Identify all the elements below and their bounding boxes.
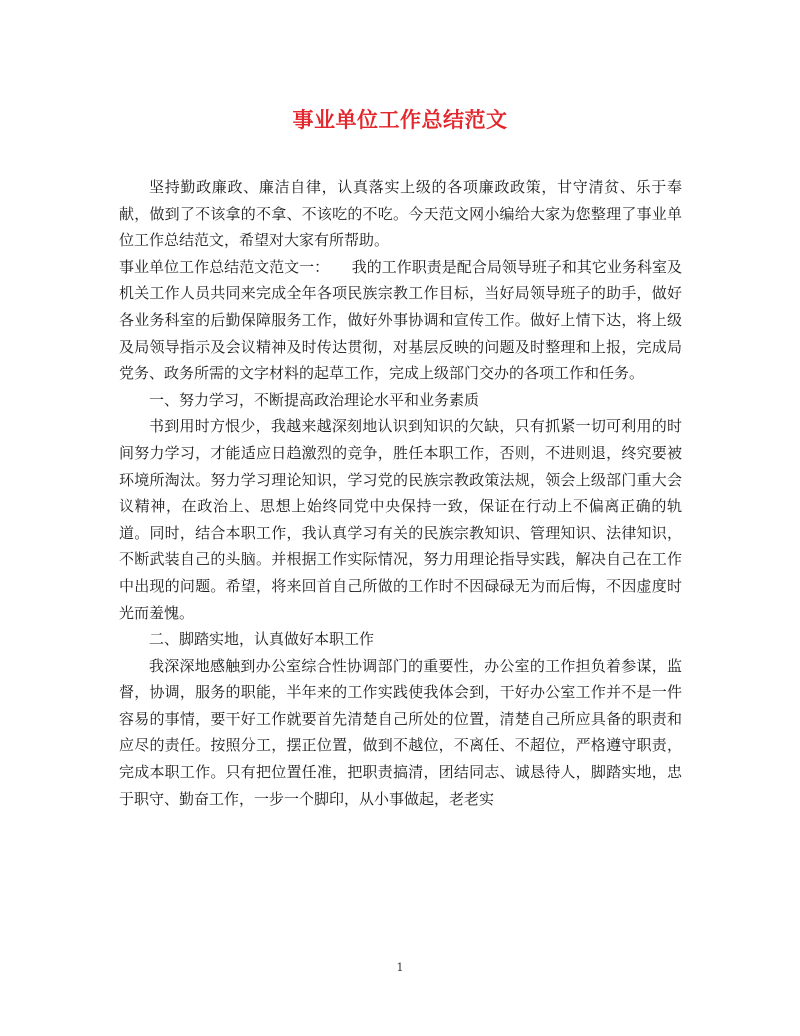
paragraph-study: 书到用时方恨少，我越来越深刻地认识到知识的欠缺，只有抓紧一切可利用的时间努力学习，才能适应日趋激烈的竞争，胜任本职工作，否则，不进则退，终究要被环境所淘汰。努力学习理论知识，学习党的民族宗教政策法规，领会上级部门重大会议精神，在政治上、思想上始终同党中央保持一致，保证在行动上不偏离正确的轨道。同时，结合本职工作，我认真学习有关的民族宗教知识、管理知识、法律知识，不断武装自己的头脑。并根据工作实际情况，努力用理论指导实践，解决自己在工作中出现的问题。希望，将来回首自己所做的工作时不因碌碌无为而后悔，不因虚度时光而羞愧。 [119, 417, 682, 622]
document-body [119, 174, 682, 812]
section-heading-study: 一、努力学习，不断提高政治理论水平和业务素质 [149, 390, 480, 409]
paragraph-intro: 坚持勤政廉政、廉洁自律，认真落实上级的各项廉政政策，甘守清贫、乐于奉献，做到了不该拿的不拿、不该吃的不吃。今天范文网小编给大家为您整理了事业单位工作总结范文，希望对大家有所帮助。 [119, 178, 682, 250]
paragraph-sample-one: 事业单位工作总结范文范文一： 我的工作职责是配合局领导班子和其它业务科室及机关工作人员共同来完成全年各项民族宗教工作目标，当好局领导班子的助手，做好各业务科室的后勤保障服务工作，做好外事协调和宣传工作。做好上情下达，将上级及局领导指示及会议精神及时传达贯彻，对基层反映的问题及时整理和上报，完成局党务、政务所需的文字材料的起草工作，完成上级部门交办的各项工作和任务。 [119, 257, 682, 383]
page-number: 1 [396, 961, 404, 974]
document-title: 事业单位工作总结范文 [292, 107, 508, 132]
section-heading-work: 二、脚踏实地，认真做好本职工作 [149, 630, 375, 649]
paragraph-work: 我深深地感触到办公室综合性协调部门的重要性，办公室的工作担负着参谋，监督，协调，服务的职能，半年来的工作实践使我体会到，干好办公室工作并不是一件容易的事情，要干好工作就要首先清楚自己所处的位置，清楚自己所应具备的职责和应尽的责任。按照分工，摆正位置，做到不越位，不离任、不超位，严格遵守职责，完成本职工作。只有把位置任准，把职责搞清，团结同志、诚恳待人，脚踏实地，忠于职守、勤奋工作，一步一个脚印，从小事做起，老老实 [119, 656, 682, 808]
